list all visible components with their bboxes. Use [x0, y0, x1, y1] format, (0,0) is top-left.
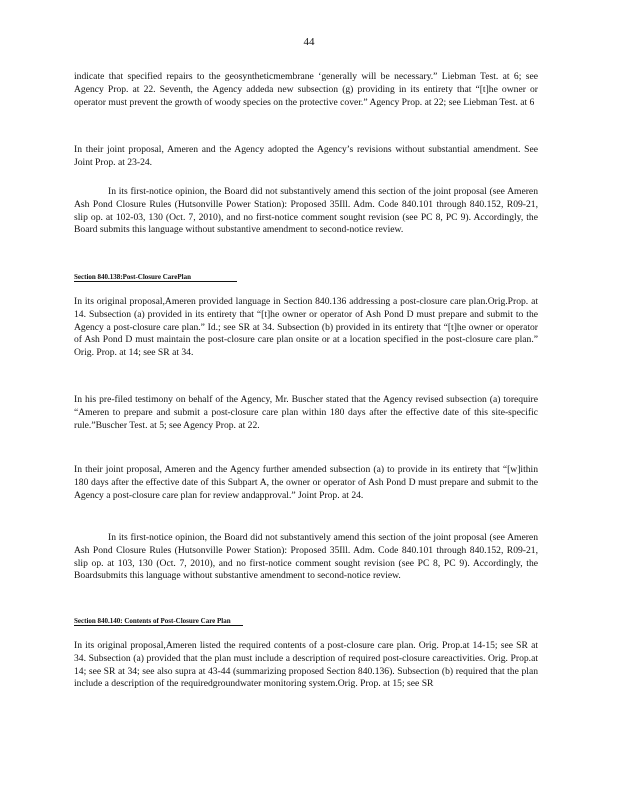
- paragraph-2: In their joint proposal, Ameren and the Agency adopted the Agency’s revisions without substantial amendment. See Joint Prop. at 23-24.: [74, 144, 538, 168]
- paragraph-8: In its original proposal,Ameren listed the required contents of a post-closure care plan. Orig. Prop.at 14-15; see SR at 34. Subsection (a) provided that the plan must include a description of required post-closure careactivities. Orig. Prop.at 14; see SR at 34; see also supra at 43-44 (summarizing proposed Section 840.136). Subsection (b) required that the plan include a description of the requiredgroundwater monitoring system.Orig. Prop. at 15; see SR: [74, 640, 538, 690]
- paragraph-6: In their joint proposal, Ameren and the Agency further amended subsection (a) to provide in its entirety that “[w]ithin 180 days after the effective date of this Subpart A, the owner or operator of Ash Pond D must prepare and submit to the Agency a post-closure care plan for review andapproval.” Joint Prop. at 24.: [74, 464, 538, 501]
- paragraph-5: In his pre-filed testimony on behalf of the Agency, Mr. Buscher stated that the Agency revised subsection (a) torequire “Ameren to prepare and submit a post-closure care plan within 180 days after the effective date of this site-specific rule.”Buscher Test. at 5; see Agency Prop. at 22.: [74, 394, 538, 431]
- section-heading-840-140: [74, 616, 538, 626]
- heading-text: Section 840.138:Post-Closure CarePlan: [74, 273, 237, 282]
- paragraph-1: indicate that specified repairs to the geosyntheticmembrane ‘generally will be necessary.” Liebman Test. at 6; see Agency Prop. at 22. Seventh, the Agency addeda new subsection (g) providing in its entirety that “[t]he owner or operator must prevent the growth of woody species on the protective cover.” Agency Prop. at 22; see Liebman Test. at 6: [74, 71, 538, 108]
- section-heading-840-138: [74, 272, 538, 282]
- heading-text: Section 840.140: Contents of Post-Closure Care Plan: [74, 617, 243, 626]
- page-number: 44: [303, 36, 315, 48]
- paragraph-3: In its first-notice opinion, the Board did not substantively amend this section of the joint proposal (see Ameren Ash Pond Closure Rules (Hutsonville Power Station): Proposed 35Ill. Adm. Code 840.101 through 840.152, R09-21, slip op. at 102-03, 130 (Oct. 7, 2010), and no first-notice comment sought revision (see PC 8, PC 9). Accordingly, the Board submits this language without substantive amendment to second-notice review.: [74, 186, 538, 236]
- paragraph-4: In its original proposal,Ameren provided language in Section 840.136 addressing a post-closure care plan.Orig.Prop. at 14. Subsection (a) provided in its entirety that “[t]he owner or operator of Ash Pond D must prepare and submit to the Agency a post-closure care plan.” Id.; see SR at 34. Subsection (b) provided in its entirety that “[t]he owner or operator of Ash Pond D must maintain the post-closure care plan onsite or at a location specified in the post-closure care plan.” Orig. Prop. at 14; see SR at 34.: [74, 296, 538, 359]
- paragraph-7: In its first-notice opinion, the Board did not substantively amend this section of the joint proposal (see Ameren Ash Pond Closure Rules (Hutsonville Power Station): Proposed 35Ill. Adm. Code 840.101 through 840.152, R09-21, slip op. at 103, 130 (Oct. 7, 2010), and no first-notice comment sought revision (see PC 8, PC 9). Accordingly, the Boardsubmits this language without substantive amendment to second-notice review.: [74, 532, 538, 582]
